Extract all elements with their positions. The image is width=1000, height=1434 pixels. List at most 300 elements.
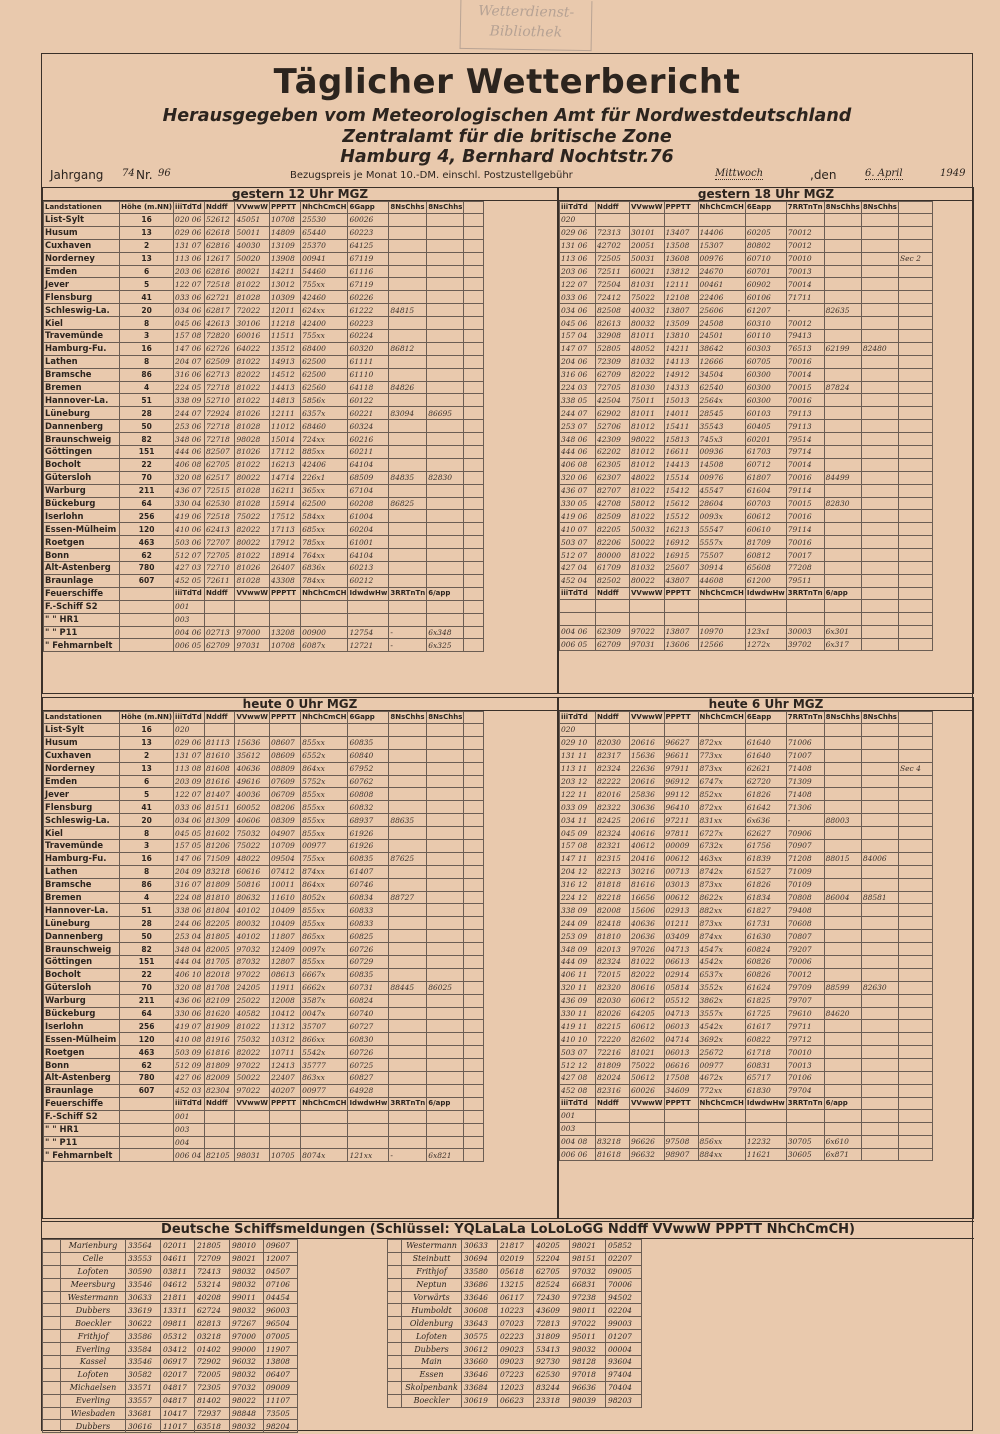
feuerschiff-row (560, 638, 963, 651)
obs-value: 6x871 (824, 1148, 861, 1161)
obs-value: 13509 (664, 317, 698, 330)
station-row (560, 956, 963, 969)
obs-value: 131 07 (174, 239, 205, 252)
station-height: 120 (120, 523, 174, 536)
station-row (560, 749, 963, 762)
obs-value (427, 317, 464, 330)
obs-value: 82320 (596, 981, 630, 994)
obs-value: 855xx (301, 904, 348, 917)
obs-value: 60026 (630, 1084, 665, 1097)
station-height: 22 (120, 968, 174, 981)
obs-value: 07412 (269, 865, 300, 878)
feuerschiff-name: " " HR1 (44, 613, 120, 626)
obs-value: 14508 (698, 458, 745, 471)
station-row (560, 304, 963, 317)
obs-value (464, 878, 484, 891)
obs-value: 6357x (301, 407, 348, 420)
ship-value: 62705 (534, 1265, 570, 1278)
obs-value: 855xx (301, 736, 348, 749)
obs-value: 82304 (204, 1084, 235, 1097)
obs-value: 60324 (348, 420, 389, 433)
station-row (44, 239, 557, 252)
obs-value (389, 420, 427, 433)
obs-value: 62305 (596, 458, 630, 471)
obs-value: 81022 (235, 549, 270, 562)
station-name: Alt-Astenberg (44, 562, 120, 575)
obs-value: 62517 (204, 471, 235, 484)
obs-value: 13810 (664, 330, 698, 343)
obs-value (427, 420, 464, 433)
obs-value (824, 420, 861, 433)
ship-name: Lofoten (61, 1265, 126, 1278)
office-line: Zentralamt für die britische Zone (342, 127, 672, 147)
obs-value (389, 801, 427, 814)
obs-value: 82105 (204, 1149, 235, 1162)
station-name: Roetgen (44, 1046, 120, 1059)
station-row (44, 840, 557, 853)
feuerschiff-row (560, 1109, 963, 1122)
station-name: Göttingen (44, 956, 120, 969)
obs-value: 70015 (786, 497, 824, 510)
obs-value: 72705 (596, 381, 630, 394)
obs-value: 61926 (348, 840, 389, 853)
station-row (44, 852, 557, 865)
obs-value: 6x610 (824, 1135, 861, 1148)
obs-value (204, 600, 235, 613)
obs-value: 80032 (235, 917, 270, 930)
station-height: 8 (120, 317, 174, 330)
row-marker (388, 1317, 402, 1330)
ship-value: 10417 (161, 1407, 195, 1420)
obs-value (596, 612, 630, 625)
obs-value (389, 278, 427, 291)
obs-value: 84815 (389, 304, 427, 317)
obs-value (464, 497, 484, 510)
station-row (560, 214, 963, 227)
obs-value (269, 613, 300, 626)
obs-value: 06013 (664, 1020, 698, 1033)
obs-value (898, 226, 932, 239)
obs-value: 02713 (204, 626, 235, 639)
ship-value: 33619 (126, 1304, 161, 1317)
obs-value: 60300 (745, 368, 786, 381)
obs-value: 62621 (745, 762, 786, 775)
station-row (560, 801, 963, 814)
obs-value: 348 06 (174, 433, 205, 446)
obs-value (464, 852, 484, 865)
obs-value (389, 788, 427, 801)
obs-value (464, 562, 484, 575)
col-header: PPPTT (664, 587, 698, 599)
obs-value (824, 484, 861, 497)
obs-value: 410 08 (174, 1033, 205, 1046)
obs-value (389, 1110, 427, 1123)
station-row (560, 968, 963, 981)
obs-value: 463xx (698, 852, 745, 865)
obs-value: 784xx (301, 574, 348, 587)
obs-value: 82013 (596, 943, 630, 956)
obs-value: 131 11 (560, 749, 596, 762)
obs-value: 131 07 (174, 749, 205, 762)
obs-value: 71208 (786, 852, 824, 865)
obs-value (464, 304, 484, 317)
obs-value: 61200 (745, 574, 786, 587)
obs-value (464, 736, 484, 749)
ship-name: Frithjof (61, 1330, 126, 1343)
obs-value (464, 943, 484, 956)
obs-value: 253 04 (174, 930, 205, 943)
obs-value: 410 06 (174, 523, 205, 536)
station-row (44, 981, 557, 994)
obs-value: 97022 (235, 968, 270, 981)
obs-value: 81022 (630, 510, 665, 523)
obs-value (427, 956, 464, 969)
obs-value: 001 (560, 1109, 596, 1122)
obs-value: 72718 (204, 381, 235, 394)
spacer (120, 626, 174, 639)
ship-value: 04817 (161, 1381, 195, 1394)
obs-value: 02914 (664, 968, 698, 981)
obs-value: 81032 (630, 355, 665, 368)
obs-value (464, 1072, 484, 1085)
obs-value (464, 574, 484, 587)
ship-value: 92730 (534, 1356, 570, 1369)
obs-value: 00612 (664, 891, 698, 904)
station-height: 3 (120, 840, 174, 853)
col-header (898, 202, 932, 214)
obs-value: 60221 (348, 407, 389, 420)
obs-value: 79207 (786, 943, 824, 956)
spacer (120, 639, 174, 652)
ship-value: 99000 (230, 1343, 264, 1356)
station-row (560, 355, 963, 368)
obs-value: 25606 (698, 304, 745, 317)
obs-value: 003 (560, 1122, 596, 1135)
obs-value: 60310 (745, 317, 786, 330)
ship-report-row (43, 1343, 388, 1356)
station-name: Alt-Astenberg (44, 1072, 120, 1085)
obs-value: 15412 (664, 484, 698, 497)
ship-report-row (388, 1356, 678, 1369)
obs-value (898, 497, 932, 510)
ship-value: 53214 (195, 1278, 230, 1291)
obs-value: 72820 (204, 330, 235, 343)
obs-value: 81818 (596, 878, 630, 891)
obs-value (389, 523, 427, 536)
col-header: 8NsChhs (389, 202, 427, 214)
ship-name: Boeckler (61, 1317, 126, 1330)
station-row (44, 878, 557, 891)
ship-value: 73505 (264, 1407, 298, 1420)
obs-value (464, 956, 484, 969)
obs-value (389, 943, 427, 956)
ship-name: Skolpenbank (402, 1381, 462, 1394)
obs-value: 033 06 (174, 801, 205, 814)
obs-value: 52706 (596, 420, 630, 433)
obs-value (824, 407, 861, 420)
station-row (560, 775, 963, 788)
obs-value: 831xx (698, 814, 745, 827)
obs-value (630, 599, 665, 612)
obs-value (427, 394, 464, 407)
ship-name: Dubbers (402, 1343, 462, 1356)
ship-report-row (388, 1291, 678, 1304)
obs-value: 82324 (596, 827, 630, 840)
obs-value: 12413 (269, 1059, 300, 1072)
obs-value (698, 1109, 745, 1122)
obs-value (898, 1148, 932, 1161)
obs-value: 045 09 (560, 827, 596, 840)
obs-value: 006 05 (560, 638, 596, 651)
obs-value (427, 355, 464, 368)
obs-value: 885xx (301, 446, 348, 459)
obs-value: 244 06 (174, 917, 205, 930)
obs-value: 72707 (204, 536, 235, 549)
obs-value: 00941 (301, 252, 348, 265)
col-header: 8NsChhs (427, 202, 464, 214)
station-name: Braunlage (44, 1084, 120, 1097)
feuerschiff-row (44, 1110, 557, 1123)
col-header: iiiTdTd (174, 202, 205, 214)
obs-value: 61527 (745, 865, 786, 878)
station-name: Lathen (44, 355, 120, 368)
obs-value (745, 1109, 786, 1122)
obs-value: 72518 (204, 510, 235, 523)
obs-value: 86695 (427, 407, 464, 420)
station-row (560, 330, 963, 343)
top-right-table (559, 201, 963, 651)
obs-value: 62413 (204, 523, 235, 536)
obs-value: 60824 (348, 994, 389, 1007)
obs-value: 05814 (664, 981, 698, 994)
obs-value (464, 471, 484, 484)
station-name: Schleswig-La. (44, 304, 120, 317)
spacer (120, 1123, 174, 1136)
obs-value: 48022 (630, 471, 665, 484)
obs-value: 81206 (204, 840, 235, 853)
col-header: iiiTdTd (560, 202, 596, 214)
obs-value (664, 612, 698, 625)
obs-value: 28604 (698, 497, 745, 510)
obs-value: 83218 (596, 1135, 630, 1148)
obs-value (427, 840, 464, 853)
obs-value: 11610 (269, 891, 300, 904)
obs-value: 80000 (596, 549, 630, 562)
obs-value: 35612 (235, 749, 270, 762)
col-header: Nddff (596, 202, 630, 214)
col-header: 6Eapp (745, 202, 786, 214)
obs-value (824, 458, 861, 471)
obs-value: 08607 (269, 736, 300, 749)
station-row (44, 407, 557, 420)
obs-value: 34504 (698, 368, 745, 381)
obs-value: 873xx (698, 762, 745, 775)
obs-value: 60705 (745, 355, 786, 368)
obs-value (389, 736, 427, 749)
obs-value: 61834 (745, 891, 786, 904)
ship-report-row (43, 1278, 388, 1291)
obs-value: 25022 (235, 994, 270, 1007)
obs-value: 84835 (389, 471, 427, 484)
obs-value: 14714 (269, 471, 300, 484)
obs-value (824, 562, 861, 575)
obs-value: 6667x (301, 968, 348, 981)
station-name: Emden (44, 775, 120, 788)
obs-value (824, 446, 861, 459)
obs-value: 3557x (698, 1007, 745, 1020)
ship-value: 13215 (498, 1278, 534, 1291)
obs-value (427, 930, 464, 943)
ship-value: 98032 (570, 1343, 606, 1356)
obs-value: 25370 (301, 239, 348, 252)
ship-value: 01207 (606, 1330, 642, 1343)
obs-value (898, 852, 932, 865)
row-marker (388, 1278, 402, 1291)
obs-value: 70016 (786, 536, 824, 549)
obs-value: 61839 (745, 852, 786, 865)
obs-value: 584xx (301, 510, 348, 523)
ship-report-row (388, 1278, 678, 1291)
obs-value (464, 600, 484, 613)
station-row (560, 865, 963, 878)
ship-report-row (43, 1252, 388, 1265)
obs-value (427, 1072, 464, 1085)
obs-value: 5856x (301, 394, 348, 407)
feuerschiff-row (560, 625, 963, 638)
ship-value: 33643 (462, 1317, 498, 1330)
obs-value: 40030 (235, 239, 270, 252)
obs-value (824, 736, 861, 749)
ship-value: 94502 (606, 1291, 642, 1304)
obs-value: 75022 (630, 291, 665, 304)
station-row (560, 891, 963, 904)
obs-value: 12721 (348, 639, 389, 652)
station-row (560, 446, 963, 459)
obs-value (824, 523, 861, 536)
station-row (44, 736, 557, 749)
obs-value: 320 08 (174, 471, 205, 484)
obs-value: 316 06 (174, 368, 205, 381)
obs-value (464, 613, 484, 626)
station-height: 62 (120, 1059, 174, 1072)
obs-value: 61604 (745, 484, 786, 497)
obs-value (560, 612, 596, 625)
obs-value: 50011 (235, 226, 270, 239)
obs-value: 60824 (745, 943, 786, 956)
obs-value: 147 06 (174, 342, 205, 355)
obs-value: 82022 (235, 523, 270, 536)
obs-value (898, 1059, 932, 1072)
obs-value: 70016 (786, 471, 824, 484)
spacer (120, 1136, 174, 1149)
obs-value: 873xx (698, 917, 745, 930)
obs-value: 97022 (235, 1059, 270, 1072)
station-height: 13 (120, 762, 174, 775)
obs-value: 755xx (301, 852, 348, 865)
obs-value: 62720 (745, 775, 786, 788)
feuerschiff-row (44, 1149, 557, 1162)
obs-value: 02913 (664, 904, 698, 917)
obs-value (348, 1123, 389, 1136)
obs-value (596, 724, 630, 737)
obs-value: 60731 (348, 981, 389, 994)
obs-value: 60825 (348, 930, 389, 943)
obs-value: 70014 (786, 278, 824, 291)
top-left-title: gestern 12 Uhr MGZ (43, 188, 557, 201)
ship-value: 03811 (161, 1265, 195, 1278)
obs-value: 6x317 (824, 638, 861, 651)
obs-value: 17112 (269, 446, 300, 459)
obs-value (898, 484, 932, 497)
obs-value: 444 06 (174, 446, 205, 459)
obs-value: 60729 (348, 956, 389, 969)
obs-value: 28545 (698, 407, 745, 420)
obs-value (664, 599, 698, 612)
obs-value: 60812 (745, 549, 786, 562)
obs-value: 253 09 (560, 930, 596, 943)
obs-value (389, 510, 427, 523)
col-header: Nddff (596, 712, 630, 724)
obs-value (464, 775, 484, 788)
obs-value: 64125 (348, 239, 389, 252)
ship-value: 53413 (534, 1343, 570, 1356)
obs-value: 320 11 (560, 981, 596, 994)
obs-value: 12409 (269, 943, 300, 956)
obs-value (389, 994, 427, 1007)
ship-report-row (388, 1240, 678, 1253)
obs-value (698, 724, 745, 737)
obs-value (824, 1059, 861, 1072)
obs-value (745, 599, 786, 612)
obs-value: 81113 (204, 736, 235, 749)
obs-value (389, 265, 427, 278)
obs-value: 11911 (269, 981, 300, 994)
station-row (44, 749, 557, 762)
obs-value: 18914 (269, 549, 300, 562)
ship-name: Dubbers (61, 1304, 126, 1317)
obs-value: 60710 (745, 252, 786, 265)
obs-value: 033 06 (560, 291, 596, 304)
obs-value: 75011 (630, 394, 665, 407)
obs-value (861, 226, 898, 239)
obs-value: 14912 (664, 368, 698, 381)
ship-value: 04612 (161, 1278, 195, 1291)
obs-value: 60612 (630, 994, 665, 1007)
obs-value: 16915 (664, 549, 698, 562)
station-row (44, 1020, 557, 1033)
ship-report-row (43, 1317, 388, 1330)
obs-value: 029 10 (560, 736, 596, 749)
ship-value: 72413 (195, 1265, 230, 1278)
obs-value: 07609 (269, 775, 300, 788)
obs-value: 83218 (204, 865, 235, 878)
station-row (560, 878, 963, 891)
obs-value (898, 317, 932, 330)
weather-report-sheet (41, 53, 973, 1431)
obs-value: 82022 (235, 368, 270, 381)
obs-value: 16611 (664, 446, 698, 459)
obs-value: 82024 (596, 1072, 630, 1085)
obs-value: 82602 (630, 1033, 665, 1046)
ship-value: 30575 (462, 1330, 498, 1343)
ship-value: 33684 (462, 1381, 498, 1394)
col-header: VVwwW (630, 712, 665, 724)
obs-value (824, 827, 861, 840)
obs-value: 419 07 (174, 1020, 205, 1033)
station-name: Lathen (44, 865, 120, 878)
obs-value: 71509 (204, 852, 235, 865)
obs-value (824, 930, 861, 943)
